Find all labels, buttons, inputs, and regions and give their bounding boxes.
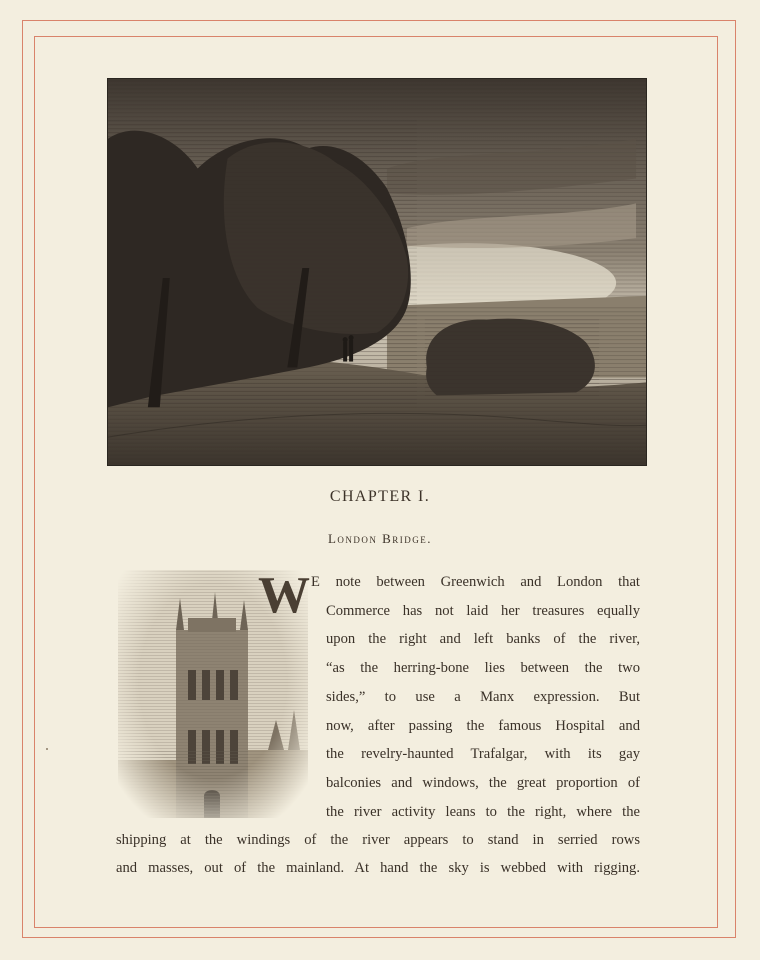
text-line: Commerce has not laid her treasures equally (326, 603, 640, 619)
text-line: now, after passing the famous Hospital and (326, 718, 640, 734)
landscape-engraving (107, 78, 647, 466)
text-line: sides,” to use a Manx expression. But (326, 689, 640, 705)
text-line: shipping at the windings of the river appears to stand in serried rows (116, 832, 640, 848)
paper-speck (46, 748, 48, 750)
chapter-subtitle: London Bridge. (327, 531, 433, 546)
drop-cap: W (258, 567, 310, 624)
text-line: the revelry-haunted Trafalgar, with its gay (326, 746, 640, 762)
text-line: balconies and windows, the great proportion of (326, 775, 640, 791)
text-line: the river activity leans to the right, where the (326, 804, 640, 820)
chapter-title: CHAPTER I. (329, 488, 431, 505)
text-line: and masses, out of the mainland. At hand the sky is webbed with rigging. (116, 860, 640, 876)
text-line: E note between Greenwich and London that (311, 574, 640, 590)
text-line: “as the herring-bone lies between the two (326, 660, 640, 676)
text-line: upon the right and left banks of the river, (326, 631, 640, 647)
